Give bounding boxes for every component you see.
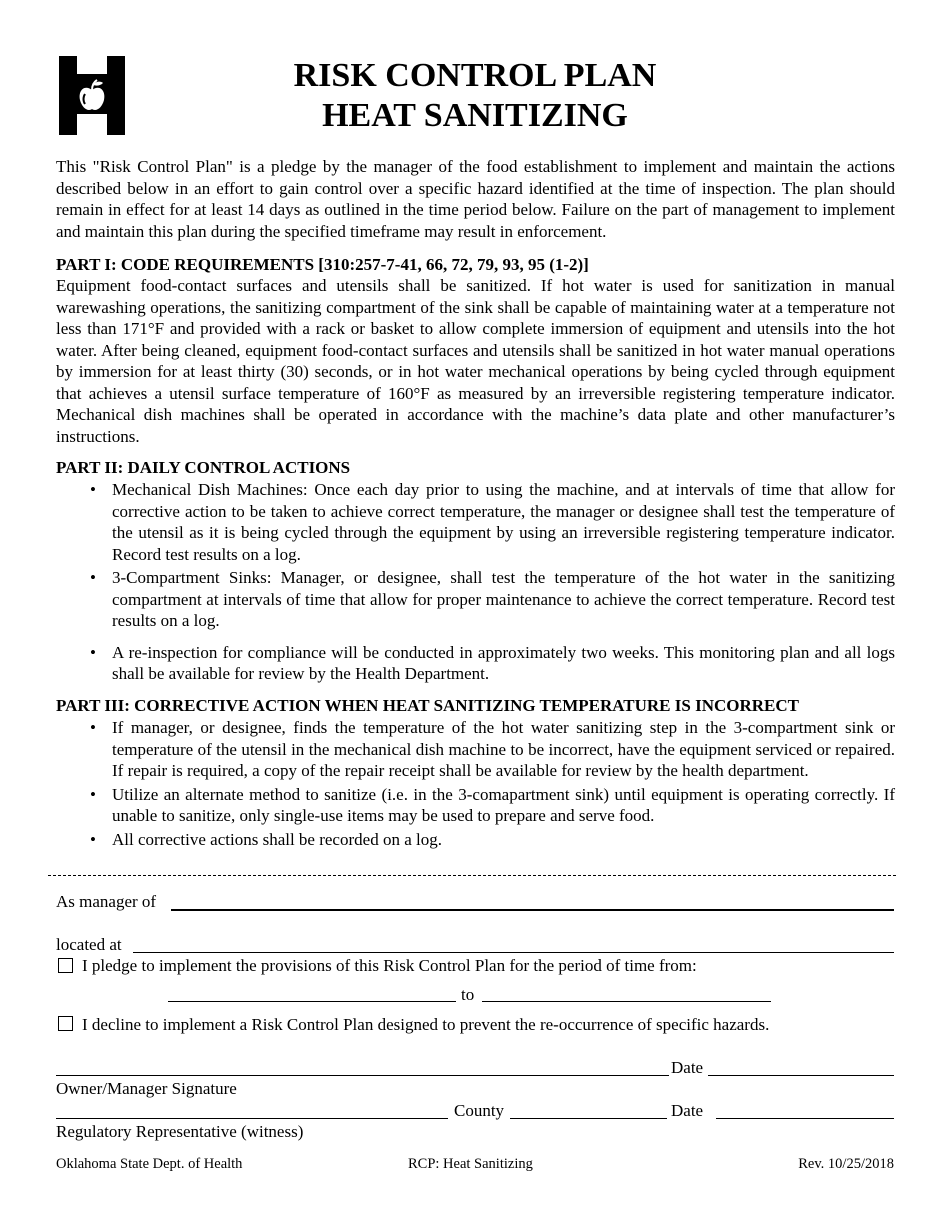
bullet-icon: •	[90, 718, 96, 737]
part2-list	[56, 479, 895, 685]
bullet-icon: •	[90, 784, 96, 804]
footer-revision: Rev. 10/25/2018	[798, 1156, 894, 1172]
regulatory-representative-label: Regulatory Representative (witness)	[56, 1122, 304, 1141]
date-label: Date	[671, 1058, 704, 1077]
county-label: County	[454, 1101, 505, 1120]
list-item: • Utilize an alternate method to sanitize (i.e. in the 3-comapartment sink) until equipment is operating correctly. If unable to sanitize, only single-use items may be used to prepare and serve food.	[56, 784, 895, 827]
witness-date-field[interactable]	[716, 1118, 894, 1119]
footer-doc-name: RCP: Heat Sanitizing	[408, 1156, 533, 1172]
list-item: • All corrective actions shall be recorded on a log.	[56, 829, 895, 851]
establishment-name-field[interactable]	[171, 909, 894, 911]
bullet-icon: •	[90, 568, 96, 587]
decline-checkbox[interactable]	[58, 1016, 73, 1031]
owner-signature-field[interactable]	[56, 1075, 669, 1076]
part3-list	[56, 717, 895, 850]
part1-body: Equipment food-contact surfaces and utensils shall be sanitized. If hot water is used for sanitization in manual warewashing operations, the sanitizing compartment of the sink shall be capable of maintaining water at a temperature not less than 171°F and provided with a rack or basket to allow complete immersion of equipment and utensils into the hot water. After being cleaned, equipment food-contact surfaces and utensils shall be sanitized in hot water manual operations by immersion for at least thirty (30) seconds, or in hot water mechanical operations by being cycled through equipment that achieves a utensil surface temperature of 160°F as measured by an irreversible registering temperature indicator. Mechanical dish machines shall be operated in accordance with the machine’s data plate and other manufacturer’s instructions.	[56, 276, 895, 446]
list-item: • Mechanical Dish Machines: Once each day prior to using the machine, and at intervals of time that allow for corrective action to be taken to achieve correct temperature, the manager or designee shall test the temperature of the utensil as it is being cycled through the equipment by using an irreversible registering temperature indicator. Record test results on a log.	[56, 479, 895, 565]
page-title-line1: RISK CONTROL PLAN	[293, 57, 657, 94]
dashed-divider	[48, 875, 896, 876]
period-start-field[interactable]	[168, 1001, 456, 1002]
location-field[interactable]	[133, 952, 894, 953]
period-end-field[interactable]	[482, 1001, 771, 1002]
page-title-line2: HEAT SANITIZING	[322, 97, 628, 134]
bullet-icon: •	[90, 480, 96, 499]
part1-heading: PART I: CODE REQUIREMENTS [310:257-7-41, 66, 72, 79, 93, 95 (1-2)]	[56, 255, 589, 274]
manager-label: As manager of	[56, 892, 157, 911]
owner-date-field[interactable]	[708, 1075, 894, 1076]
pledge-checkbox[interactable]	[58, 958, 73, 973]
decline-label: I decline to implement a Risk Control Plan designed to prevent the re-occurrence of specific hazards.	[82, 1015, 770, 1034]
owner-signature-label: Owner/Manager Signature	[56, 1079, 237, 1098]
health-department-logo-icon	[59, 56, 125, 135]
footer-agency: Oklahoma State Dept. of Health	[56, 1156, 243, 1172]
part3-heading: PART III: CORRECTIVE ACTION WHEN HEAT SANITIZING TEMPERATURE IS INCORRECT	[56, 696, 799, 715]
list-item: • If manager, or designee, finds the temperature of the hot water sanitizing step in the 3-compartment sink or temperature of the utensil in the mechanical dish machine to be incorrect, have the equipment serviced or repaired. If repair is required, a copy of the repair receipt shall be available for review by the health department.	[56, 717, 895, 782]
witness-signature-field[interactable]	[56, 1118, 448, 1119]
county-field[interactable]	[510, 1118, 667, 1119]
list-item: • 3-Compartment Sinks: Manager, or designee, shall test the temperature of the hot water in the sanitizing compartment at intervals of time that allow for proper maintenance to achieve the correct temperature. Record test results on a log.	[56, 567, 895, 632]
bullet-icon: •	[90, 642, 96, 662]
list-item: • A re-inspection for compliance will be conducted in approximately two weeks. This monitoring plan and all logs shall be available for review by the Health Department.	[56, 642, 895, 685]
located-label: located at	[56, 935, 122, 954]
pledge-label: I pledge to implement the provisions of this Risk Control Plan for the period of time from:	[82, 956, 697, 975]
bullet-icon: •	[90, 829, 96, 849]
date-label-2: Date	[671, 1101, 704, 1120]
to-label: to	[461, 985, 475, 1004]
part2-heading: PART II: DAILY CONTROL ACTIONS	[56, 458, 351, 477]
intro-paragraph: This "Risk Control Plan" is a pledge by the manager of the food establishment to implement and maintain the actions described below in an effort to gain control over a specific hazard identified at the time of inspection. The plan should remain in effect for at least 14 days as outlined in the time period below. Failure on the part of management to implement and maintain this plan during the specified timeframe may result in enforcement.	[56, 157, 895, 241]
